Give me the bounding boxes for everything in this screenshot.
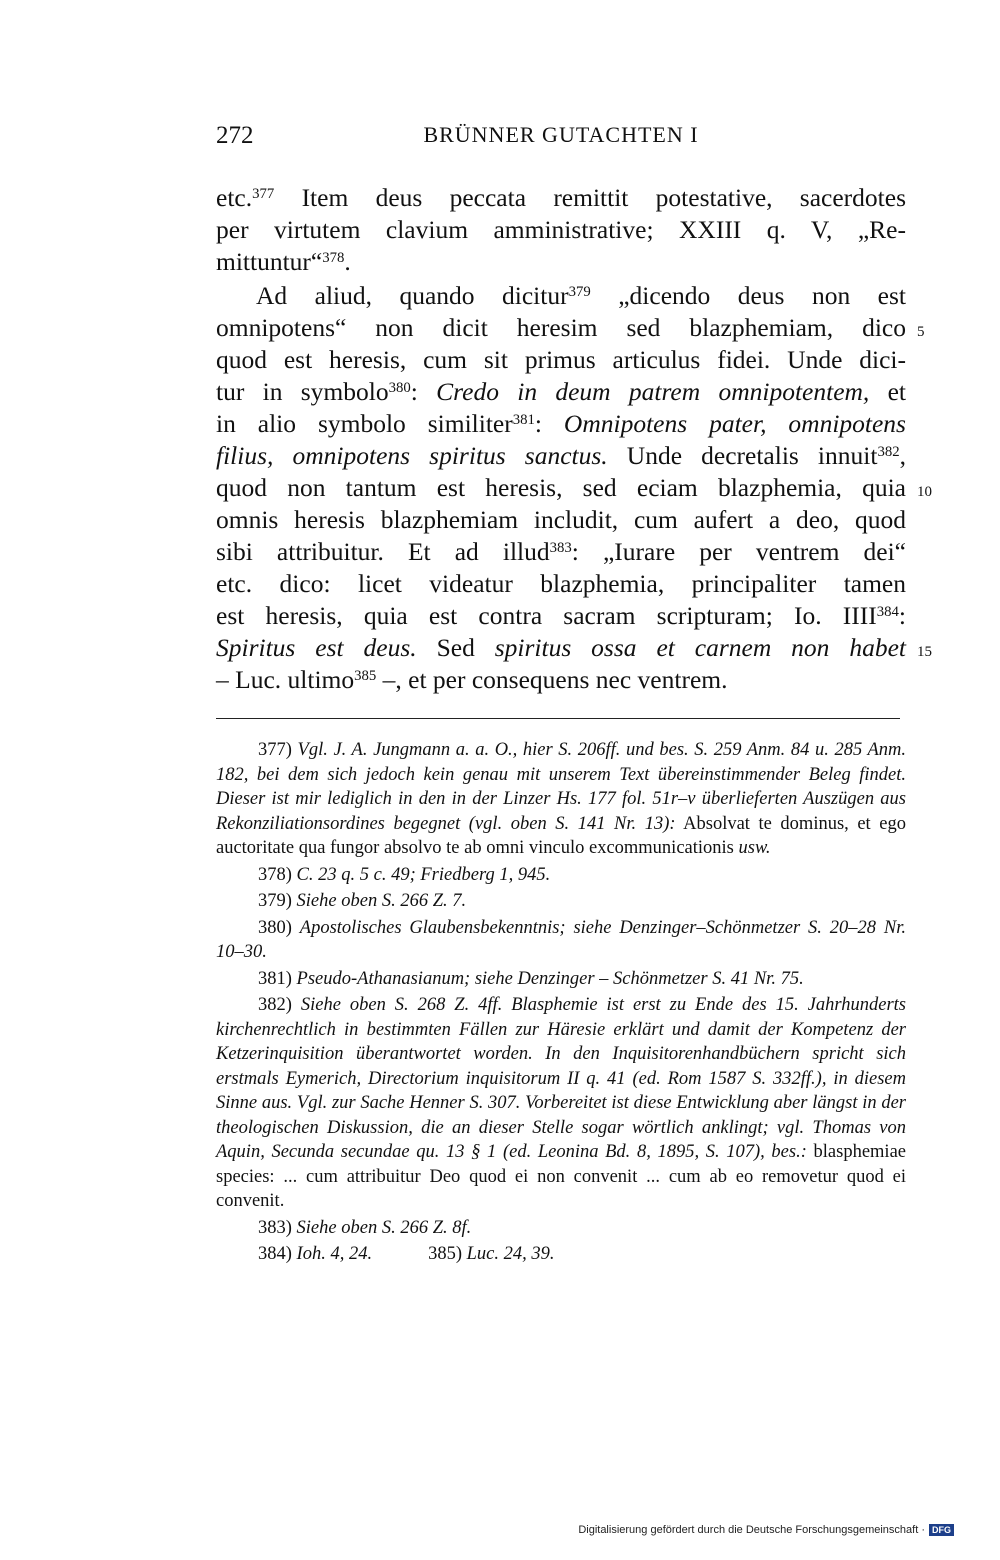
text-line: etc.$^{377}$ Item deus peccata remittit potestative, sacerdotes bbox=[216, 183, 906, 212]
footnote-ref[interactable]: 381 bbox=[512, 411, 535, 428]
text-line: omnis heresis blazphemiam includit, cum aufert a deo, quod bbox=[216, 505, 906, 534]
text-line: filius, omnipotens spiritus sanctus. Unde decretalis innuit$^{382}$, bbox=[216, 441, 906, 470]
footer-text: Digitalisierung gefördert durch die Deutsche Forschungsgemeinschaft · bbox=[578, 1524, 925, 1536]
footnote-383: 383) Siehe oben S. 266 Z. 8f. bbox=[258, 1217, 472, 1238]
footnotes bbox=[216, 738, 906, 1267]
page-header bbox=[216, 122, 906, 156]
footnote-380: 380) Apostolisches Glaubensbekenntnis; siehe Denzinger–Schönmetzer S. 20–28 Nr. 10–30. bbox=[216, 917, 907, 962]
footnote-ref[interactable]: 383 bbox=[549, 539, 572, 556]
text-line: tur in symbolo$^{380}$: Credo in deum patrem omnipotentem, et bbox=[216, 377, 907, 406]
footnote-ref[interactable]: 378 bbox=[322, 249, 345, 266]
text-line: sibi attribuitur. Et ad illud$^{383}$: „Iurare per ventrem dei“ bbox=[216, 537, 906, 566]
text-line: quod non tantum est heresis, sed eciam blazphemia, quia bbox=[216, 473, 906, 502]
footnote-382: 382) Siehe oben S. 268 Z. 4ff. Blasphemie ist erst zu Ende des 15. Jahrhunderts kirchenrechtlich in bestimmten Fällen zur Häresie erklärt und damit der Kompetenz der Ketzerinquisition überantwortet worden. In den Inquisitorenhandbüchern spricht sich erstmals Eymerich, Directorium inquisitorum II q. 41 (ed. Rom 1587 S. 332ff.), in diesem Sinne aus. Vgl. zur Sache Henner S. 307. Vorbereitet ist diese Entwicklung aber längst in der theologischen Diskussion, die an dieser Stelle sogar wörtlich anklingt; vgl. Thomas von Aquin, Secunda secundae qu. 13 § 1 (ed. Leonina Bd. 8, 1895, S. 107), bes.: blasphemiae species: ... cum attribuitur Deo quod ei non convenit ... cum ab eo removetur quod ei convenit. bbox=[216, 995, 906, 1211]
text-line: Ad aliud, quando dicitur$^{379}$ „dicendo deus non est bbox=[256, 281, 906, 310]
dfg-logo: DFG bbox=[929, 1524, 954, 1536]
footnote-384-385: 384) Ioh. 4, 24. 385) Luc. 24, 39. bbox=[258, 1244, 555, 1264]
text-line: etc. dico: licet videatur blazphemia, principaliter tamen bbox=[216, 569, 906, 598]
footnote-381: 381) Pseudo-Athanasianum; siehe Denzinger – Schönmetzer S. 41 Nr. 75. bbox=[258, 968, 804, 989]
footnote-ref[interactable]: 385 bbox=[354, 667, 377, 684]
footnote-ref[interactable]: 380 bbox=[388, 379, 411, 396]
text-line: mittuntur“$^{378}$. bbox=[216, 247, 351, 276]
text-line: in alio symbolo similiter$^{381}$: Omnipotens pater, omnipotens bbox=[216, 409, 906, 438]
footnote-ref[interactable]: 384 bbox=[876, 603, 899, 620]
footnote-ref[interactable]: 377 bbox=[252, 185, 275, 202]
line-number: 10 bbox=[917, 484, 932, 500]
footnote-377: 377) Vgl. J. A. Jungmann a. a. O., hier S. 206ff. und bes. S. 259 Anm. 84 u. 285 Anm. 182, bei dem sich jedoch kein genau mit unserem Text übereinstimmender Beleg findet. Dieser ist mir lediglich in den in der Linzer Hs. 177 fol. 51r–v überlieferten Auszügen aus Rekonziliationsordines begegnet (vgl. oben S. 141 Nr. 13): Absolvat te dominus, et ego auctoritate qua fungor absolvo te ab omni vinculo excommunicationis usw. bbox=[216, 740, 907, 858]
page-number: 272 bbox=[216, 122, 254, 149]
line-number: 15 bbox=[917, 644, 932, 660]
footnote-ref[interactable]: 379 bbox=[568, 283, 591, 300]
text-line: est heresis, quia est contra sacram scripturam; Io. IIII$^{384}$: bbox=[216, 601, 906, 630]
text-line: Spiritus est deus. Sed spiritus ossa et carnem non habet bbox=[216, 633, 906, 662]
running-head: BRÜNNER GUTACHTEN I bbox=[423, 122, 699, 147]
text-line: omnipotens“ non dicit heresim sed blazphemiam, dico bbox=[216, 313, 906, 342]
text-line: quod est heresis, cum sit primus articulus fidei. Unde dici- bbox=[216, 345, 906, 374]
text-line: – Luc. ultimo$^{385}$ –, et per consequens nec ventrem. bbox=[216, 665, 728, 694]
text-line: per virtutem clavium amministrative; XXIII q. V, „Re- bbox=[216, 215, 906, 244]
digitization-footer bbox=[578, 1524, 954, 1536]
line-number: 5 bbox=[917, 324, 925, 340]
footnote-divider bbox=[216, 718, 900, 719]
footnote-379: 379) Siehe oben S. 266 Z. 7. bbox=[258, 891, 467, 911]
footnote-378: 378) C. 23 q. 5 c. 49; Friedberg 1, 945. bbox=[258, 864, 551, 885]
footnote-ref[interactable]: 382 bbox=[877, 443, 900, 460]
